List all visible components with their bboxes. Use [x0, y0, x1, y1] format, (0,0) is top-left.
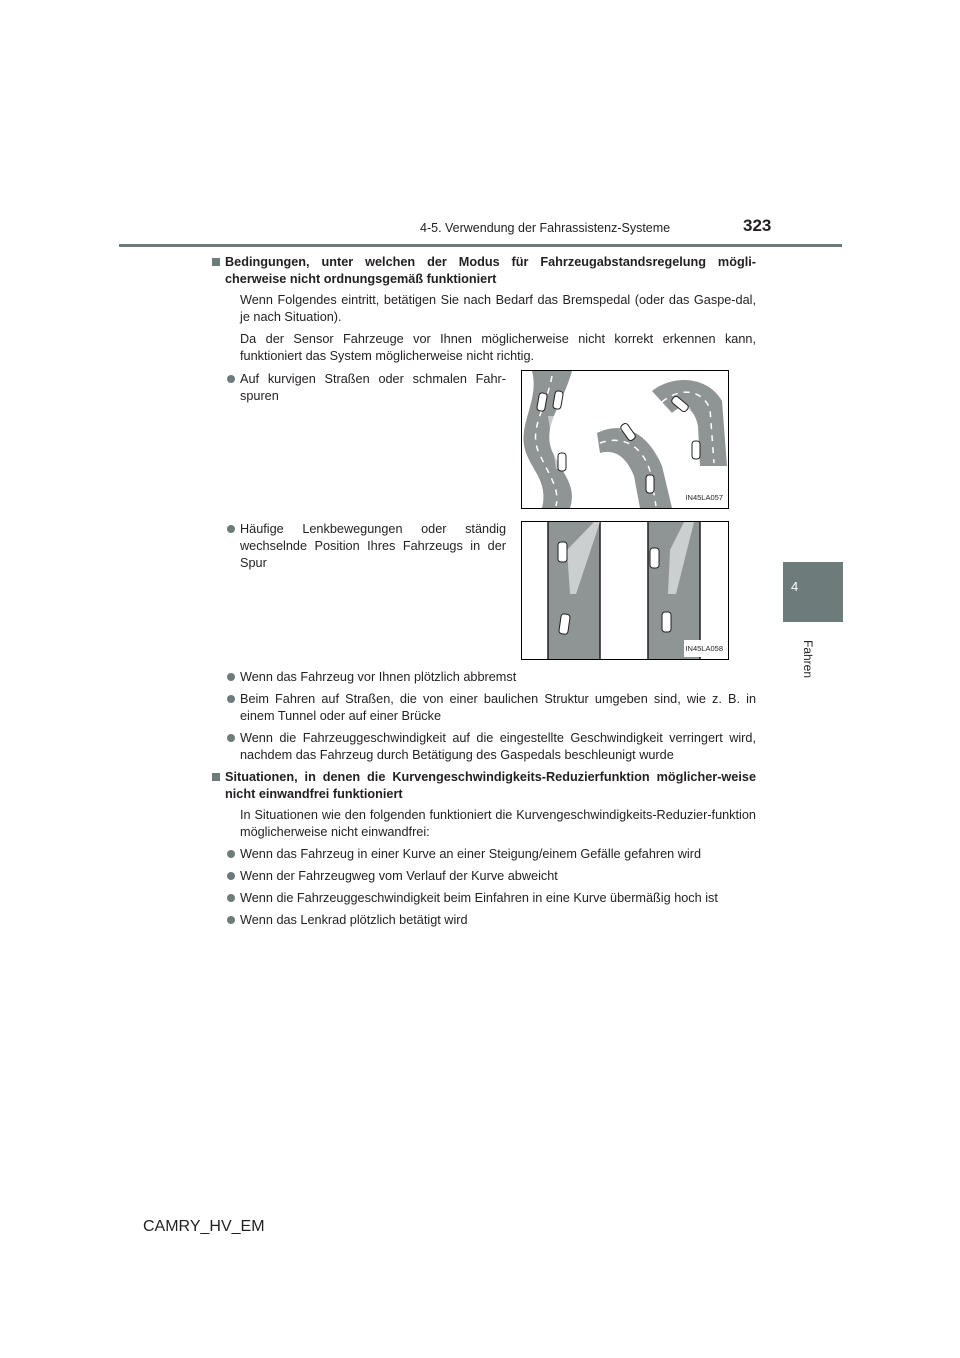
figure-code: IN45LA057 — [684, 489, 724, 506]
list-item: Auf kurvigen Straßen oder schmalen Fahr-spuren — [212, 371, 506, 405]
bullet-dot-icon — [227, 525, 235, 533]
page-content — [212, 254, 756, 934]
bullet-dot-icon — [227, 916, 235, 924]
page-number: 323 — [743, 216, 772, 235]
list-item: Wenn das Fahrzeug in einer Kurve an einer Steigung/einem Gefälle gefahren wird — [212, 846, 756, 863]
bullet-dot-icon — [227, 734, 235, 742]
paragraph: Da der Sensor Fahrzeuge vor Ihnen möglicherweise nicht korrekt erkennen kann, funktioniert das System möglicherweise nicht richtig. — [240, 332, 756, 363]
square-bullet-icon — [212, 258, 220, 266]
document-code: CAMRY_HV_EM — [143, 1218, 265, 1235]
figure-row-lanes — [212, 521, 756, 669]
list-item: Wenn das Lenkrad plötzlich betätigt wird — [212, 912, 756, 929]
square-bullet-icon — [212, 773, 220, 781]
running-header: 4-5. Verwendung der Fahrassistenz-Systeme — [420, 221, 671, 235]
figure-row-curves — [212, 371, 756, 519]
list-item: Wenn die Fahrzeuggeschwindigkeit auf die eingestellte Geschwindigkeit verringert wird, nachdem das Fahrzeug durch Betätigung des Gaspedals beschleunigt wurde — [212, 730, 756, 764]
header-rule — [119, 244, 842, 247]
section-heading-curve: Situationen, in denen die Kurvengeschwindigkeits-Reduzierfunktion möglicher-weise nicht einwandfrei funktioniert — [212, 769, 756, 803]
chapter-tab — [783, 562, 843, 622]
illustration-curved-roads — [521, 370, 729, 509]
list-item: Häufige Lenkbewegungen oder ständig wechselnde Position Ihres Fahrzeugs in der Spur — [212, 521, 506, 572]
list-item: Wenn das Fahrzeug vor Ihnen plötzlich abbremst — [212, 669, 756, 686]
curved-roads-illustration — [522, 371, 728, 508]
illustration-lane-position — [521, 521, 729, 660]
bullet-dot-icon — [227, 375, 235, 383]
paragraph: Wenn Folgendes eintritt, betätigen Sie nach Bedarf das Bremspedal (oder das Gaspe-dal, je nach Situation). — [240, 293, 756, 324]
section-heading-acc: Bedingungen, unter welchen der Modus für Fahrzeugabstandsregelung mögli-cherweise nicht ordnungsgemäß funktioniert — [212, 254, 756, 288]
list-item: Beim Fahren auf Straßen, die von einer baulichen Struktur umgeben sind, wie z. B. in einem Tunnel oder auf einer Brücke — [212, 691, 756, 725]
list-item: Wenn die Fahrzeuggeschwindigkeit beim Einfahren in eine Kurve übermäßig hoch ist — [212, 890, 756, 907]
bullet-dot-icon — [227, 673, 235, 681]
figure-code: IN45LA058 — [684, 640, 724, 657]
bullet-dot-icon — [227, 894, 235, 902]
paragraph: In Situationen wie den folgenden funktioniert die Kurvengeschwindigkeits-Reduzier-funktion möglicherweise nicht einwandfrei: — [240, 808, 756, 839]
bullet-dot-icon — [227, 872, 235, 880]
bullet-dot-icon — [227, 850, 235, 858]
chapter-number: 4 — [791, 579, 799, 594]
list-item: Wenn der Fahrzeugweg vom Verlauf der Kurve abweicht — [212, 868, 756, 885]
chapter-label: Fahren — [801, 640, 815, 679]
lane-position-illustration — [522, 522, 728, 659]
bullet-dot-icon — [227, 695, 235, 703]
